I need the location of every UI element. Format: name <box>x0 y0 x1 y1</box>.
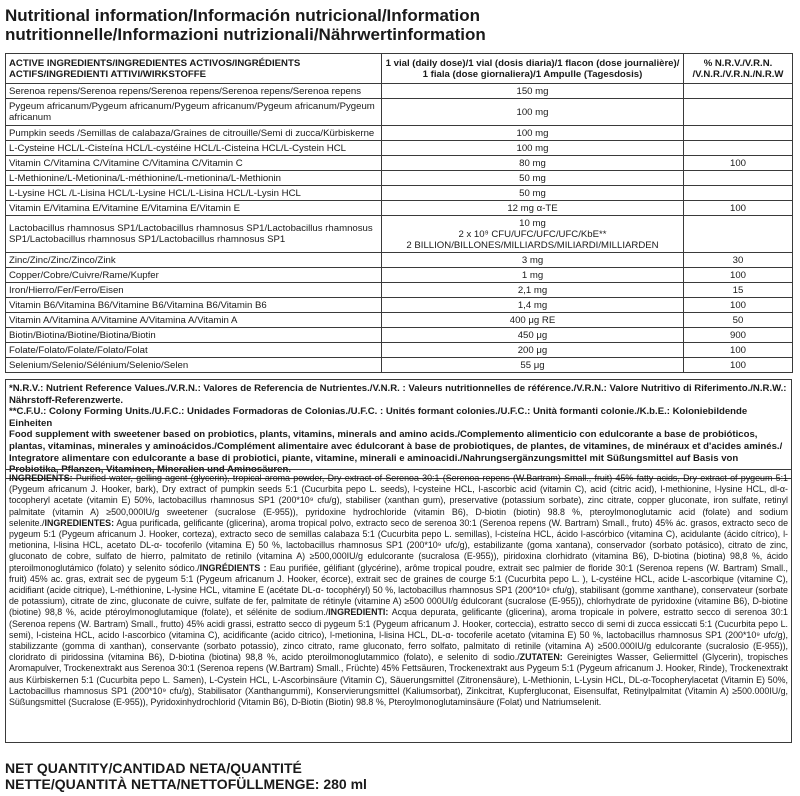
ingredient-name: Biotin/Biotina/Biotine/Biotina/Biotin <box>6 328 382 343</box>
ingredient-amount: 80 mg <box>382 156 684 171</box>
ingredient-amount: 400 μg RE <box>382 313 684 328</box>
ingredient-name: Pumpkin seeds /Semillas de calabaza/Graines de citrouille/Semi di zucca/Kürbiskerne <box>6 126 382 141</box>
ingredient-name: Serenoa repens/Serenoa repens/Serenoa repens/Serenoa repens/Serenoa repens <box>6 84 382 99</box>
ingredient-amount: 55 μg <box>382 358 684 373</box>
ingredients-text-it: Acqua depurata, gelificante (glicerina), aroma tropicale in polvere, estratto secco di serenoa 30:1 (Serenoa repens (W. Bartram) Small., frutto) 45% acidi grassi, estratto secco di pygeum 5:1 (Pygeum africanum J. Hooker, corteccia), estratto secco di semi di zucca essiccati 5:1 (Cucurbita pepo L. semi), l-cisteina HCL, acido l-ascorbico (vitamina C), acidificante (acido citrico), l-metionina, l-lisina HCL, DL-α- tocoferile acetato (vitamina E) 50 %, lactobacillus rhamnosus SP1 (200*10⁹ ufc/g), stabilizzante (gomma di xanthan), conservante (sorbato potassio), zinco citrato, rame gluconato, ferro solfato, palmitato di retinile (vitamina A) ≥500.000IU/g edulcorante (sucralosio (E-955)), cloridrato di piridossina (vitamina B6), D-biotina (biotina) 98,8 %, acido pteroilmonoglutammico (folato), e selenito di sodio./ <box>9 607 788 663</box>
net-quantity <box>5 760 795 792</box>
ingredient-amount: 100 mg <box>382 141 684 156</box>
amount-line-3: 2 BILLION/BILLONES/MILLIARDS/MILIARDI/MILLIARDEN <box>406 239 659 251</box>
ingredient-nrv <box>684 216 793 253</box>
ingredient-nrv <box>684 141 793 156</box>
amount-line-1: 10 mg <box>519 217 546 229</box>
ingredient-amount: 100 mg <box>382 126 684 141</box>
table-row <box>6 343 793 358</box>
table-row <box>6 216 793 253</box>
header-amount: 1 vial (daily dose)/1 vial (dosis diaria)/1 flacon (dose journalière)/ 1 fiala (dose giornaliera)/1 Ampulle (Tagesdosis) <box>382 54 684 84</box>
ingredient-amount: 12 mg α-TE <box>382 201 684 216</box>
table-row <box>6 298 793 313</box>
ingredient-nrv: 15 <box>684 283 793 298</box>
title-line-2: nutritionnelle/Informazioni nutrizionali/Nährwertinformation <box>5 25 486 44</box>
table-row <box>6 186 793 201</box>
table-row <box>6 201 793 216</box>
ingredient-name: Selenium/Selenio/Sélénium/Selenio/Selen <box>6 358 382 373</box>
ingredient-nrv: 900 <box>684 328 793 343</box>
ingredient-name: L-Methionine/L-Metionina/L-méthionine/L-metionina/L-Methionin <box>6 171 382 186</box>
ingredient-name: Vitamin B6/Vitamina B6/Vitamine B6/Vitamina B6/Vitamin B6 <box>6 298 382 313</box>
table-row <box>6 171 793 186</box>
ingredient-amount: 50 mg <box>382 171 684 186</box>
ingredient-amount <box>382 216 684 253</box>
ingredient-amount: 150 mg <box>382 84 684 99</box>
page-title <box>5 6 795 44</box>
ingredient-amount: 2,1 mg <box>382 283 684 298</box>
ingredients-box <box>5 469 792 743</box>
cfu-footnote: **C.F.U.: Colony Forming Units./U.F.C.: Unidades Formadoras de Colonias./U.F.C. : Unités formant colonies./U.F.C.: Unità formanti colonie./K.b.E.: Koloniebildende Einheiten <box>9 406 748 429</box>
ingredient-nrv <box>684 186 793 201</box>
table-row <box>6 313 793 328</box>
table-header-row <box>6 54 793 84</box>
ingredients-label-de: ZUTATEN: <box>519 652 563 663</box>
ingredient-name: Pygeum africanum/Pygeum africanum/Pygeum africanum/Pygeum africanum/Pygeum africanum <box>6 99 382 126</box>
ingredient-name: Zinc/Zinc/Zinc/Zinco/Zink <box>6 253 382 268</box>
ingredient-name: Lactobacillus rhamnosus SP1/Lactobacillus rhamnosus SP1/Lactobacillus rhamnosus SP1/Lactobacillus rhamnosus SP1/Lactobacillus rhamnosus SP1 <box>6 216 382 253</box>
ingredient-amount: 50 mg <box>382 186 684 201</box>
nrv-footnote: *N.R.V.: Nutrient Reference Values./V.R.N.: Valores de Referencia de Nutrientes./V.N.R. : Valeurs nutritionnelles de référence./V.R.N.: Valore Nutritivo di Riferimento./N.R.W.: Nährstoff-Referenzwerte. <box>9 383 787 406</box>
ingredient-nrv: 100 <box>684 358 793 373</box>
ingredients-label-fr: INGRÉDIENTS : <box>199 562 267 573</box>
table-row <box>6 328 793 343</box>
ingredient-name: Vitamin A/Vitamina A/Vitamine A/Vitamina A/Vitamin A <box>6 313 382 328</box>
net-quantity-line-2: NETTE/QUANTITÀ NETTA/NETTOFÜLLMENGE: 280 ml <box>5 776 367 792</box>
table-row <box>6 358 793 373</box>
header-ingredients: ACTIVE INGREDIENTS/INGREDIENTES ACTIVOS/INGRÉDIENTS ACTIFS/INGREDIENTI ATTIVI/WIRKSTOFFE <box>6 54 382 84</box>
header-nrv: % N.R.V./V.R.N. /V.N.R./V.R.N./N.R.W <box>684 54 793 84</box>
ingredient-amount: 1 mg <box>382 268 684 283</box>
notes-box <box>5 379 792 479</box>
ingredient-name: Vitamin E/Vitamina E/Vitamine E/Vitamina E/Vitamin E <box>6 201 382 216</box>
ingredients-text-en: Purified water, gelling agent (glycerin), tropical aroma powder, Dry extract of Serenoa 30:1 (Serenoa repens (W.Bartram) Small., fruit) 45% fatty acids, Dry extract of pygeum 5:1 (Pygeum africanum J. Hooker, bark), Dry extract of pumpkin seeds 5:1 (Cucurbita pepo L. seeds), l-cysteine HCL, l-ascorbic acid (vitamin C), acid (citric acid), l-methionine, l-lysine HCL, dl-α- tocopheryl acetate (vitamin E) 50%, lactobacillus rhamnosus SP1 (200*10⁹ cfu/g), stabiliser (xanthan gum), preservative (potassium sorbate), zinc citrate, copper gluconate, iron sulfate, retinyl palmitate (vitamin A) ≥500,000IU/g sweetener (sucralose (E-955)), pyridoxine hydrochloride (vitamin B6), D-biotin (biotin) 98.8 %, pteroylmonoglutamic acid (folate) and sodium selenite./ <box>9 473 788 528</box>
ingredient-nrv: 100 <box>684 156 793 171</box>
ingredient-amount: 3 mg <box>382 253 684 268</box>
ingredient-name: Iron/Hierro/Fer/Ferro/Eisen <box>6 283 382 298</box>
ingredient-nrv <box>684 84 793 99</box>
ingredients-text-fr: Eau purifiée, gélifiant (glycérine), arôme tropical poudre, extrait sec palmier de floride 30:1 (Serenoa repens (W. Bartram) Small., fruit) 45% ac. gras, extrait sec de pygeum 5:1 (Pygeum africanum J. Hooker, écorce), extrait sec de graines de courge 5:1 (Cucurbita pepo L. ), L-cystéine HCL, acide L-ascorbique (vitamine C), acidifiant (acide citrique), L-méthionine, L-lysine HCL, vitamine E (acétate DL-α- tocophéryl) 50 %, lactobacillus rhamnosus SP1 (200*10⁹ cfu/g), stabilisant (gomme xanthane), conservateur (sorbate de potassium), citrate de zinc, gluconate de cuivre, sulfate de fer, palmitate de rétinyle (vitamine A) ≥500 000UI/g édulcorant (sucralose (E-955)), chlorhydrate de pyridoxine (vitamine B6), D-biotine (biotine) 98,8 %, acide ptéroylmonoglutamique (folate), et sélénite de sodium./ <box>9 562 788 618</box>
ingredient-nrv: 100 <box>684 201 793 216</box>
nutrition-table <box>5 53 793 373</box>
ingredient-amount: 100 mg <box>382 99 684 126</box>
table-row <box>6 283 793 298</box>
table-row <box>6 253 793 268</box>
table-row <box>6 126 793 141</box>
ingredients-label-es: INGREDIENTES: <box>44 517 115 528</box>
ingredients-label-it: INGREDIENTI: <box>328 607 389 618</box>
ingredient-nrv: 30 <box>684 253 793 268</box>
ingredient-name: L-Lysine HCL /L-Lisina HCL/L-Lysine HCL/L-Lisina HCL/L-Lysin HCL <box>6 186 382 201</box>
table-row <box>6 156 793 171</box>
ingredient-nrv <box>684 171 793 186</box>
table-row <box>6 268 793 283</box>
table-row <box>6 99 793 126</box>
ingredient-amount: 200 μg <box>382 343 684 358</box>
ingredient-nrv: 50 <box>684 313 793 328</box>
ingredient-nrv: 100 <box>684 268 793 283</box>
ingredient-nrv <box>684 126 793 141</box>
ingredients-text-de: Gereinigtes Wasser, Geliermittel (Glycerin), tropisches Aromapulver, Trockenextrakt aus Serenoa 30:1 (Serenoa repens (W.Bartram) Small., Früchte) 45% Fettsäuren, Trockenextrakt aus Pygeum 5:1 (Pygeum africanum J. Hooker, Rinde), Trockenextrakt aus Kürbiskernen 5:1 (Cucurbita pepo L. Samen), L-Cystein HCL, L-Ascorbinsäure (Vitamin C), Säuerungsmittel (Zitronensäure), L-Methionin, L-Lysin HCL, DL-α-Tocopherylacetat (Vitamin E) 50%, Lactobacillus rhamnosus SP1 (200*10⁹ cfu/g), Stabilisator (Xanthangummi), Konservierungsmittel (Kaliumsorbat), Zinkcitrat, Kupfergluconat, Eisensulfat, Retinylpalmitat (Vitamin A) ≥500.000IU/g, Süßungsmittel (Sucralose (E-955)), Pyridoxinhydrochlorid (Vitamin B6), D-Biotin (Biotin) 98.8 %, Pteroylmonoglutaminsäure (Folat) und Natriumselenit. <box>9 652 788 708</box>
ingredient-amount: 450 μg <box>382 328 684 343</box>
ingredient-nrv: 100 <box>684 298 793 313</box>
ingredient-name: L-Cysteine HCL/L-Cisteína HCL/L-cystéine HCL/L-Cisteina HCL/L-Cystein HCL <box>6 141 382 156</box>
supplement-statement: Food supplement with sweetener based on probiotics, plants, vitamins, minerals and amino acids./Complemento alimenticio con edulcorante a base de probióticos, plantas, vitaminas, minerales y aminoácidos./Complément alimentaire avec édulcorant à base de probiotiques, de plantes, de vitamines, de minéraux et d'acides aminés./ Integratore alimentare con edulcorante a base di probiotici, piante, vitamine, minerali e aminoacidi./Nahrungsergänzungsmittel mit Süßungsmittel auf Basis von Probiotika, Pflanzen, Vitaminen, Mineralien und Aminosäuren. <box>9 429 783 476</box>
net-quantity-line-1: NET QUANTITY/CANTIDAD NETA/QUANTITÉ <box>5 760 302 776</box>
ingredients-label-en: INGREDIENTS: <box>9 473 73 483</box>
nutrition-table-wrapper <box>5 53 792 373</box>
amount-line-2: 2 x 10⁹ CFU/UFC/UFC/UFC/KbE** <box>458 228 607 240</box>
table-row <box>6 84 793 99</box>
ingredients-text-es: Agua purificada, gelificante (glicerina), aroma tropical polvo, extracto seco de serenoa 30:1 (Serenoa repens (W. Bartram) Small., fruto) 45% ác. grasos, extracto seco de pygeum 5:1 (Pygeum africanum J. Hooker, corteza), extracto seco de semillas calabaza 5:1 (Cucurbita pepo L. semillas), l-cisteína HCL, ácido l-ascórbico (vitamina C), acidulante (ácido cítrico), l-metionina, l-lisina HCL, acetato DL-α- tocoferilo (vitamina E) 50 %, lactobacillus rhamnosus SP1 (200*10⁹ ufc/g), estabilizante (goma xantana), conservador (sorbato potásico), citrato de zinc, gluconato de cobre, sulfato de hierro, palmitato de retinilo (vitamina A) ≥500,000IU/g edulcorante (sucralosa (E-955)), piridoxina clorhidrato (vitamina B6), D-biotina (biotina) 98,8 %, ácido pteroilmonoglutámico (folato) y selenito sódico./ <box>9 517 788 573</box>
ingredient-amount: 1,4 mg <box>382 298 684 313</box>
ingredient-name: Folate/Folato/Folate/Folato/Folat <box>6 343 382 358</box>
ingredient-nrv <box>684 99 793 126</box>
title-line-1: Nutritional information/Información nutricional/Information <box>5 6 481 25</box>
ingredient-name: Vitamin C/Vitamina C/Vitamine C/Vitamina C/Vitamin C <box>6 156 382 171</box>
ingredient-nrv: 100 <box>684 343 793 358</box>
table-row <box>6 141 793 156</box>
ingredient-name: Copper/Cobre/Cuivre/Rame/Kupfer <box>6 268 382 283</box>
